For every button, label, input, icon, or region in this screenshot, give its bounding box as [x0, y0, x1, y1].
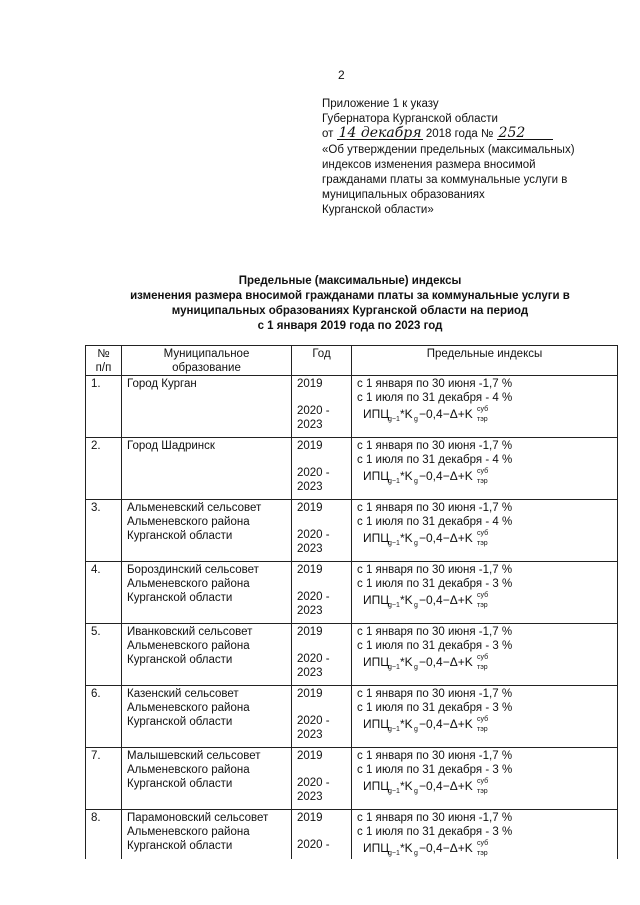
row-name-cell	[122, 438, 292, 500]
row-year-first: 2019	[297, 626, 323, 638]
row-year-first: 2019	[297, 440, 323, 452]
row-index-cell	[352, 562, 618, 624]
row-year-range-end: 2023	[297, 605, 323, 617]
index-formula-drawing	[361, 529, 511, 549]
row-name-line: Альменевский сельсовет	[127, 502, 262, 514]
row-num: 2.	[91, 440, 101, 452]
row-year-range-end: 2023	[297, 419, 323, 431]
index-formula-drawing	[361, 653, 511, 673]
index-formula-drawing	[361, 405, 511, 425]
row-name-cell	[122, 500, 292, 562]
index-period-2: с 1 июля по 31 декабря - 4 %	[357, 516, 513, 528]
row-num-cell	[86, 376, 122, 438]
svg-text:суб: суб	[477, 468, 489, 475]
index-formula	[361, 467, 612, 487]
row-name-line: Курганской области	[127, 592, 233, 604]
row-year-first: 2019	[297, 812, 323, 824]
svg-text:суб: суб	[477, 654, 489, 661]
svg-text:−0,4−Δ+K: −0,4−Δ+K	[419, 469, 473, 483]
row-num-cell	[86, 810, 122, 860]
appendix-line-7: муниципальных образованиях	[322, 189, 485, 202]
svg-text:*K: *K	[400, 717, 413, 731]
index-period-1: с 1 января по 30 июня -1,7 %	[357, 564, 513, 576]
row-year-cell	[292, 500, 352, 562]
svg-text:−0,4−Δ+K: −0,4−Δ+K	[419, 593, 473, 607]
row-year-range-start: 2020 -	[297, 715, 330, 727]
row-num: 7.	[91, 750, 101, 762]
svg-text:*K: *K	[400, 469, 413, 483]
index-period-1: с 1 января по 30 июня -1,7 %	[357, 378, 513, 390]
svg-text:ИПЦ: ИПЦ	[363, 779, 390, 793]
row-name-cell	[122, 686, 292, 748]
index-formula-drawing	[361, 839, 511, 859]
svg-text:−0,4−Δ+K: −0,4−Δ+K	[419, 531, 473, 545]
row-name-line: Альменевского района	[127, 826, 250, 838]
row-name-line: Иванковский сельсовет	[127, 626, 253, 638]
row-name-line: Казенский сельсовет	[127, 688, 239, 700]
svg-text:g−1: g−1	[388, 788, 400, 795]
row-year-first: 2019	[297, 564, 323, 576]
index-period-2: с 1 июля по 31 декабря - 4 %	[357, 392, 513, 404]
row-index-cell	[352, 500, 618, 562]
index-formula	[361, 405, 612, 425]
row-name-line: Бороздинский сельсовет	[127, 564, 259, 576]
svg-text:суб: суб	[477, 530, 489, 537]
svg-text:g−1: g−1	[388, 540, 400, 547]
index-period-1: с 1 января по 30 июня -1,7 %	[357, 750, 513, 762]
svg-text:тэр: тэр	[477, 540, 488, 547]
table-row	[86, 748, 618, 810]
row-name-cell	[122, 562, 292, 624]
index-formula-drawing	[361, 715, 511, 735]
svg-text:ИПЦ: ИПЦ	[363, 655, 390, 669]
index-period-1: с 1 января по 30 июня -1,7 %	[357, 812, 513, 824]
year-text: 2018 года №	[425, 128, 494, 141]
index-formula-drawing	[361, 591, 511, 611]
row-name-line: Парамоновский сельсовет	[127, 812, 269, 824]
index-period-2: с 1 июля по 31 декабря - 3 %	[357, 826, 513, 838]
row-name-line: Город Курган	[127, 378, 197, 390]
row-year-first: 2019	[297, 502, 323, 514]
svg-text:ИПЦ: ИПЦ	[363, 841, 390, 855]
svg-text:суб: суб	[477, 840, 489, 847]
row-num-cell	[86, 438, 122, 500]
svg-text:суб: суб	[477, 592, 489, 599]
row-name-line: Курганской области	[127, 778, 233, 790]
appendix-line-4: «Об утверждении предельных (максимальных)	[322, 143, 575, 156]
svg-text:g: g	[414, 540, 418, 547]
row-year-range-end: 2023	[297, 729, 323, 741]
svg-text:g: g	[414, 664, 418, 671]
row-num-cell	[86, 500, 122, 562]
row-num: 3.	[91, 502, 101, 514]
title-line-3: муниципальных образованиях Курганской области на период	[171, 305, 529, 317]
row-year-first: 2019	[297, 688, 323, 700]
svg-text:*K: *K	[400, 655, 413, 669]
appendix-header	[322, 97, 622, 219]
row-num-cell	[86, 748, 122, 810]
row-index-cell	[352, 376, 618, 438]
appendix-line-1: Приложение 1 к указу	[322, 98, 439, 110]
row-num-cell	[86, 562, 122, 624]
row-num: 4.	[91, 564, 101, 576]
svg-text:g−1: g−1	[388, 850, 400, 857]
svg-text:тэр: тэр	[477, 664, 488, 671]
title-line-4: с 1 января 2019 года по 2023 год	[257, 320, 443, 332]
header-year: Год	[292, 346, 352, 376]
row-year-cell	[292, 376, 352, 438]
row-year-cell	[292, 624, 352, 686]
row-index-cell	[352, 686, 618, 748]
svg-text:g−1: g−1	[388, 726, 400, 733]
index-formula	[361, 839, 612, 859]
row-year-first: 2019	[297, 750, 323, 762]
row-year-range-start: 2020 -	[297, 529, 330, 541]
table-row	[86, 810, 618, 860]
svg-text:g: g	[414, 478, 418, 485]
row-year-range-end: 2023	[297, 667, 323, 679]
handwritten-date: 14 декабря	[338, 125, 422, 142]
index-period-2: с 1 июля по 31 декабря - 3 %	[357, 578, 513, 590]
appendix-line-6: гражданами платы за коммунальные услуги в	[322, 174, 568, 187]
header-name-line2: образование	[172, 362, 241, 374]
row-year-cell	[292, 810, 352, 860]
row-name-line: Альменевского района	[127, 702, 250, 714]
indices-table	[85, 345, 618, 859]
index-formula	[361, 653, 612, 673]
handwritten-number: 252	[497, 127, 553, 140]
svg-text:g−1: g−1	[388, 602, 400, 609]
index-formula-drawing	[361, 777, 511, 797]
row-year-range-end: 2023	[297, 543, 323, 555]
document-title	[60, 274, 640, 334]
table-row	[86, 686, 618, 748]
row-name-line: Город Шадринск	[127, 440, 215, 452]
page-number: 2	[338, 68, 345, 82]
row-name-line: Курганской области	[127, 530, 233, 542]
index-formula	[361, 777, 612, 797]
row-name-cell	[122, 810, 292, 860]
svg-text:ИПЦ: ИПЦ	[363, 407, 390, 421]
row-name-line: Альменевского района	[127, 516, 250, 528]
svg-text:тэр: тэр	[477, 850, 488, 857]
svg-text:g: g	[414, 416, 418, 423]
row-name-cell	[122, 624, 292, 686]
row-year-range-start: 2020 -	[297, 839, 330, 851]
row-num-cell	[86, 686, 122, 748]
svg-text:g: g	[414, 602, 418, 609]
row-name-line: Курганской области	[127, 840, 233, 852]
row-name-line: Курганской области	[127, 654, 233, 666]
index-formula	[361, 591, 612, 611]
header-name-line1: Муниципальное	[163, 348, 250, 360]
svg-text:тэр: тэр	[477, 416, 488, 423]
index-period-2: с 1 июля по 31 декабря - 4 %	[357, 454, 513, 466]
svg-text:ИПЦ: ИПЦ	[363, 469, 390, 483]
row-num: 8.	[91, 812, 101, 824]
row-name-line: Альменевского района	[127, 764, 250, 776]
svg-text:*K: *K	[400, 779, 413, 793]
row-year-cell	[292, 748, 352, 810]
svg-text:g: g	[414, 850, 418, 857]
row-year-first: 2019	[297, 378, 323, 390]
index-formula	[361, 715, 612, 735]
svg-text:g: g	[414, 726, 418, 733]
header-index: Предельные индексы	[352, 346, 618, 376]
index-period-1: с 1 января по 30 июня -1,7 %	[357, 688, 513, 700]
svg-text:*K: *K	[400, 407, 413, 421]
svg-text:−0,4−Δ+K: −0,4−Δ+K	[419, 717, 473, 731]
row-year-cell	[292, 686, 352, 748]
svg-text:g−1: g−1	[388, 478, 400, 485]
row-num: 6.	[91, 688, 101, 700]
table-row	[86, 376, 618, 438]
row-index-cell	[352, 748, 618, 810]
table-row	[86, 624, 618, 686]
row-name-line: Курганской области	[127, 716, 233, 728]
index-period-1: с 1 января по 30 июня -1,7 %	[357, 626, 513, 638]
appendix-line-5: индексов изменения размера вносимой	[322, 158, 536, 171]
row-name-cell	[122, 748, 292, 810]
index-formula	[361, 529, 612, 549]
header-num-line1: №	[97, 348, 110, 360]
svg-text:g−1: g−1	[388, 416, 400, 423]
svg-text:−0,4−Δ+K: −0,4−Δ+K	[419, 779, 473, 793]
appendix-line-8: Курганской области»	[322, 204, 434, 217]
row-year-range-start: 2020 -	[297, 653, 330, 665]
svg-text:−0,4−Δ+K: −0,4−Δ+K	[419, 841, 473, 855]
svg-text:тэр: тэр	[477, 478, 488, 485]
row-name-line: Альменевского района	[127, 578, 250, 590]
row-num: 5.	[91, 626, 101, 638]
title-line-1: Предельные (максимальные) индексы	[238, 275, 462, 287]
svg-text:*K: *K	[400, 531, 413, 545]
index-formula-drawing	[361, 467, 511, 487]
svg-text:g: g	[414, 788, 418, 795]
row-name-line: Альменевского района	[127, 640, 250, 652]
row-name-line: Малышевский сельсовет	[127, 750, 261, 762]
header-num-line2: п/п	[95, 362, 112, 374]
table-row	[86, 562, 618, 624]
svg-text:тэр: тэр	[477, 788, 488, 795]
header-num	[86, 346, 122, 376]
row-year-range-start: 2020 -	[297, 591, 330, 603]
index-period-2: с 1 июля по 31 декабря - 3 %	[357, 640, 513, 652]
row-year-range-end: 2023	[297, 481, 323, 493]
row-num-cell	[86, 624, 122, 686]
row-index-cell	[352, 624, 618, 686]
header-name	[122, 346, 292, 376]
svg-text:ИПЦ: ИПЦ	[363, 593, 390, 607]
title-line-2: изменения размера вносимой гражданами платы за коммунальные услуги в	[130, 290, 570, 302]
svg-text:g−1: g−1	[388, 664, 400, 671]
index-period-2: с 1 июля по 31 декабря - 3 %	[357, 764, 513, 776]
svg-text:суб: суб	[477, 716, 489, 723]
svg-text:−0,4−Δ+K: −0,4−Δ+K	[419, 407, 473, 421]
appendix-line-2: Губернатора Курганской области	[322, 113, 498, 126]
svg-text:суб: суб	[477, 778, 489, 785]
row-year-cell	[292, 438, 352, 500]
row-year-cell	[292, 562, 352, 624]
from-prefix: от	[322, 128, 334, 141]
row-index-cell	[352, 810, 618, 860]
svg-text:*K: *K	[400, 841, 413, 855]
svg-text:ИПЦ: ИПЦ	[363, 717, 390, 731]
table-row	[86, 438, 618, 500]
svg-text:ИПЦ: ИПЦ	[363, 531, 390, 545]
row-year-range-start: 2020 -	[297, 467, 330, 479]
svg-text:*K: *K	[400, 593, 413, 607]
row-year-range-end: 2023	[297, 791, 323, 803]
row-num: 1.	[91, 378, 101, 390]
appendix-date-line	[322, 127, 622, 142]
row-year-range-start: 2020 -	[297, 405, 330, 417]
index-period-1: с 1 января по 30 июня -1,7 %	[357, 502, 513, 514]
table-row	[86, 500, 618, 562]
row-index-cell	[352, 438, 618, 500]
svg-text:тэр: тэр	[477, 726, 488, 733]
svg-text:суб: суб	[477, 406, 489, 413]
row-name-cell	[122, 376, 292, 438]
svg-text:тэр: тэр	[477, 602, 488, 609]
index-period-2: с 1 июля по 31 декабря - 3 %	[357, 702, 513, 714]
index-period-1: с 1 января по 30 июня -1,7 %	[357, 440, 513, 452]
row-year-range-start: 2020 -	[297, 777, 330, 789]
svg-text:−0,4−Δ+K: −0,4−Δ+K	[419, 655, 473, 669]
table-header-row	[86, 346, 618, 376]
